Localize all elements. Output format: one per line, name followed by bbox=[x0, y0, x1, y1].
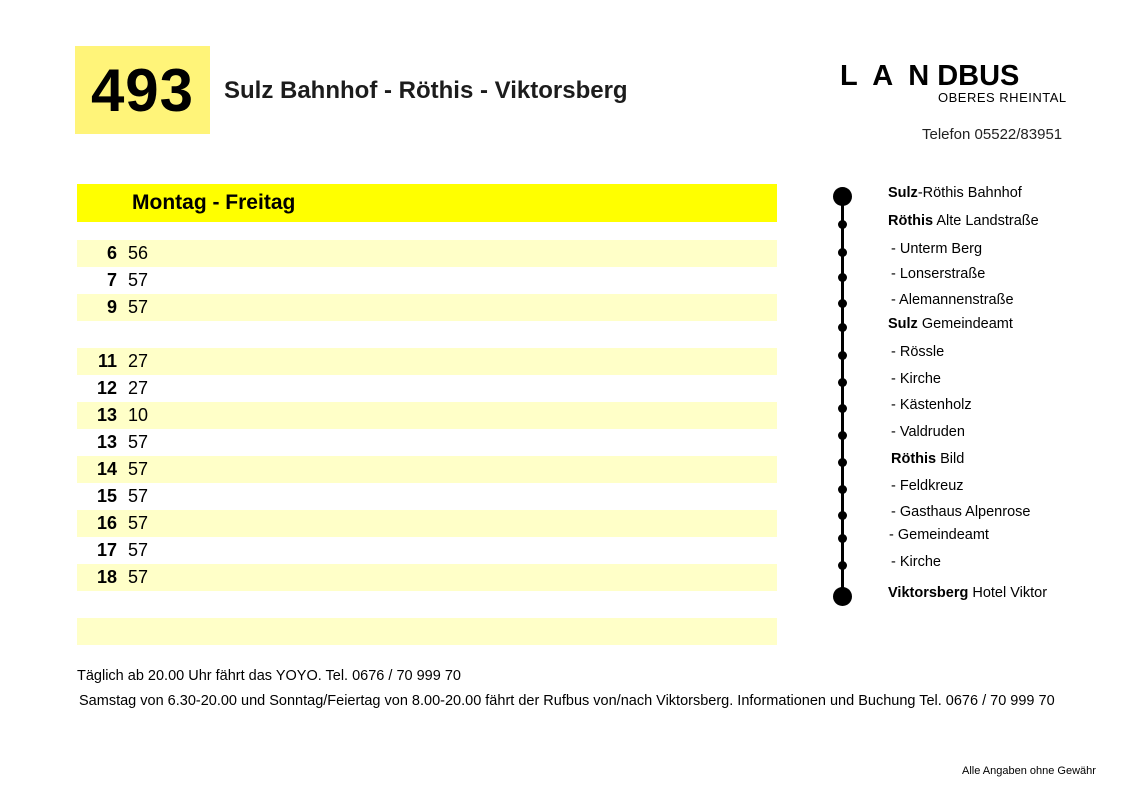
timetable-row bbox=[77, 375, 777, 402]
stop-place: Viktorsberg bbox=[888, 585, 969, 601]
stop-name bbox=[891, 371, 941, 387]
stop-place: Röthis bbox=[891, 451, 937, 467]
stop-detail: - Gemeindeamt bbox=[889, 527, 989, 543]
stop-name bbox=[891, 241, 982, 257]
stop-name bbox=[888, 213, 1039, 229]
landbus-logo-subtitle: OBERES RHEINTAL bbox=[938, 90, 1067, 105]
route-number: 493 bbox=[90, 56, 195, 124]
stop-detail: Alte Landstraße bbox=[933, 213, 1039, 229]
stop-detail: - Lonserstraße bbox=[891, 266, 986, 282]
stop-dot bbox=[838, 511, 847, 520]
stop-name bbox=[891, 504, 1030, 520]
stop-name bbox=[891, 424, 965, 440]
departure-minute: 57 bbox=[128, 459, 149, 479]
departure-minute: 57 bbox=[128, 270, 149, 290]
stop-name bbox=[888, 185, 1022, 201]
route-title: Sulz Bahnhof - Röthis - Viktorsberg bbox=[224, 77, 628, 104]
stop-place: Sulz bbox=[888, 185, 918, 201]
stop-detail: Hotel Viktor bbox=[968, 585, 1048, 601]
stop-detail: - Kirche bbox=[891, 554, 941, 570]
stop-place: Röthis bbox=[888, 213, 934, 229]
stop-name bbox=[891, 451, 964, 467]
departure-minute: 57 bbox=[128, 297, 149, 317]
departure-hour: 17 bbox=[96, 540, 117, 560]
departure-hour: 13 bbox=[96, 405, 117, 425]
departure-minute: 27 bbox=[128, 351, 149, 371]
stop-detail: - Unterm Berg bbox=[891, 241, 983, 257]
departure-minute: 57 bbox=[128, 567, 149, 587]
departure-minute: 57 bbox=[128, 540, 149, 560]
departure-hour: 15 bbox=[96, 486, 117, 506]
timetable-row bbox=[77, 321, 777, 348]
timetable-row bbox=[77, 429, 777, 456]
terminal-stop-dot bbox=[833, 187, 852, 206]
departure-hour: 6 bbox=[106, 243, 117, 263]
departure-hour: 11 bbox=[97, 351, 117, 371]
departure-minute: 56 bbox=[128, 243, 149, 263]
stop-detail: -Röthis Bahnhof bbox=[917, 185, 1022, 201]
stop-dot bbox=[838, 458, 847, 467]
timetable-row bbox=[77, 294, 777, 321]
stop-dot bbox=[838, 220, 847, 229]
departure-minute: 57 bbox=[128, 513, 149, 533]
day-header bbox=[77, 184, 777, 222]
stop-name bbox=[891, 266, 985, 282]
departure-hour: 16 bbox=[96, 513, 117, 533]
departure-minute: 10 bbox=[128, 405, 149, 425]
timetable-row bbox=[77, 618, 777, 645]
stop-dot bbox=[838, 351, 847, 360]
timetable-row bbox=[77, 348, 777, 375]
stop-name bbox=[891, 397, 972, 413]
stop-dot bbox=[838, 273, 847, 282]
timetable-row bbox=[77, 564, 777, 591]
stop-dot bbox=[838, 299, 847, 308]
departure-minute: 27 bbox=[128, 378, 149, 398]
timetable-row bbox=[77, 456, 777, 483]
stop-name bbox=[891, 344, 944, 360]
stop-name bbox=[889, 527, 989, 543]
stop-dot bbox=[838, 485, 847, 494]
stop-name bbox=[891, 292, 1014, 308]
stop-detail: - Rössle bbox=[891, 344, 945, 360]
landbus-logo: L A N DBUS bbox=[840, 60, 1020, 92]
yoyo-note: Täglich ab 20.00 Uhr fährt das YOYO. Tel. 0676 / 70 999 70 bbox=[77, 668, 461, 684]
departure-hour: 7 bbox=[106, 270, 117, 290]
stop-detail: Bild bbox=[936, 451, 965, 467]
timetable-row bbox=[77, 402, 777, 429]
stop-dot bbox=[838, 404, 847, 413]
stop-name bbox=[888, 316, 1013, 332]
timetable-row bbox=[77, 267, 777, 294]
timetable-row bbox=[77, 591, 777, 618]
day-label: Montag - Freitag bbox=[132, 191, 296, 214]
stop-dot bbox=[838, 534, 847, 543]
stop-detail: - Gasthaus Alpenrose bbox=[891, 504, 1031, 520]
stop-detail: - Alemannenstraße bbox=[891, 292, 1014, 308]
stop-dot bbox=[838, 378, 847, 387]
stop-dot bbox=[838, 431, 847, 440]
stop-detail: - Kästenholz bbox=[891, 397, 972, 413]
stop-detail: - Feldkreuz bbox=[891, 478, 964, 494]
stop-name bbox=[888, 585, 1047, 601]
departure-hour: 13 bbox=[96, 432, 117, 452]
timetable-row bbox=[77, 240, 777, 267]
departure-hour: 12 bbox=[96, 378, 117, 398]
stop-dot bbox=[838, 561, 847, 570]
rufbus-note: Samstag von 6.30-20.00 und Sonntag/Feiertag von 8.00-20.00 fährt der Rufbus von/nach Viktorsberg. Informationen und Buchung Tel. 0676 / 70 999 70 bbox=[79, 693, 1055, 709]
stop-dot bbox=[838, 323, 847, 332]
phone-number: Telefon 05522/83951 bbox=[922, 126, 1063, 143]
stop-place: Sulz bbox=[888, 316, 918, 332]
disclaimer: Alle Angaben ohne Gewähr bbox=[962, 765, 1096, 777]
departure-hour: 9 bbox=[106, 297, 117, 317]
stop-detail: - Valdruden bbox=[891, 424, 965, 440]
departure-hour: 18 bbox=[96, 567, 117, 587]
departure-hour: 14 bbox=[96, 459, 117, 479]
departure-minute: 57 bbox=[128, 432, 149, 452]
terminal-stop-dot bbox=[833, 587, 852, 606]
timetable-row bbox=[77, 510, 777, 537]
stop-dot bbox=[838, 248, 847, 257]
timetable-row bbox=[77, 537, 777, 564]
timetable-row bbox=[77, 483, 777, 510]
stop-name bbox=[891, 478, 964, 494]
stop-detail: - Kirche bbox=[891, 371, 941, 387]
stop-name bbox=[891, 554, 941, 570]
stop-detail: Gemeindeamt bbox=[917, 316, 1013, 332]
departure-minute: 57 bbox=[128, 486, 149, 506]
route-number-box bbox=[75, 46, 210, 134]
